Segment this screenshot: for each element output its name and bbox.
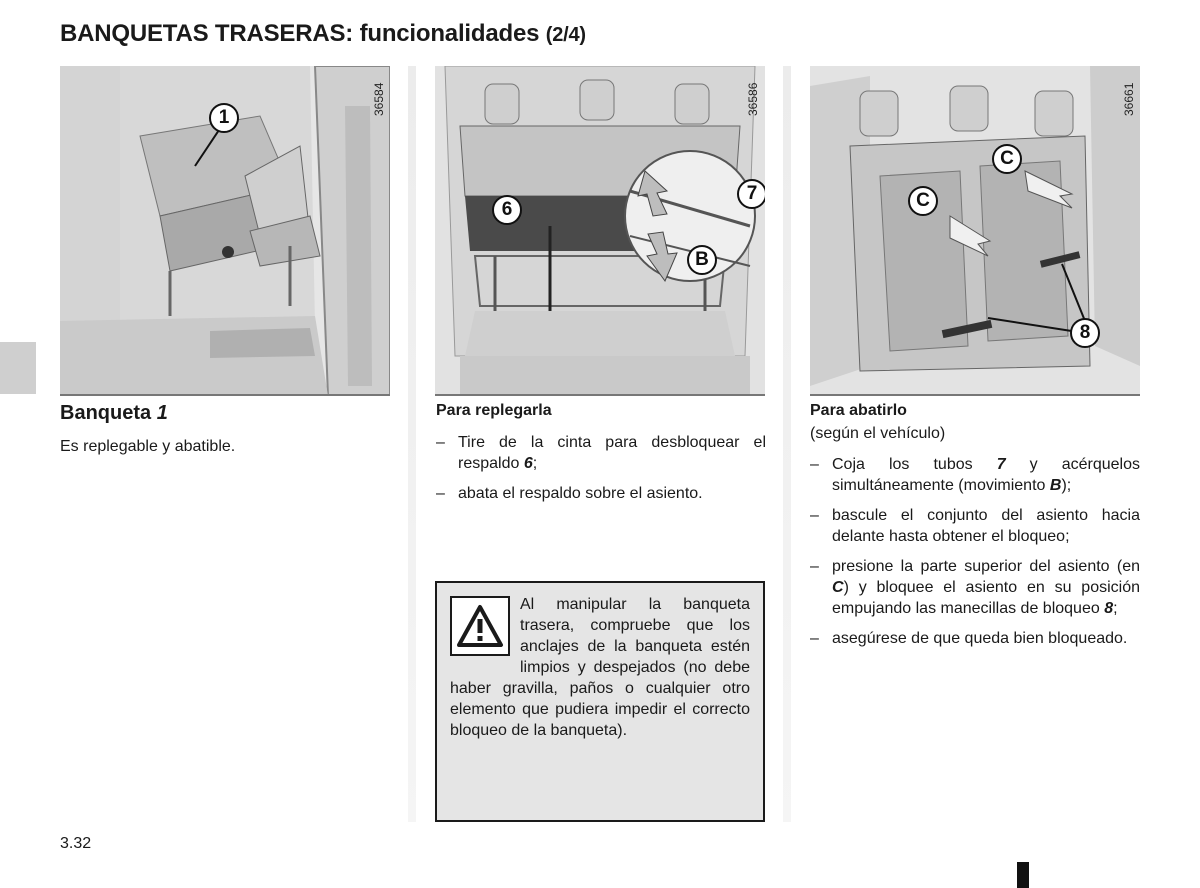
callout-C-top: C — [992, 144, 1022, 174]
figure-code: 36584 — [372, 82, 386, 116]
figure-fold-seat — [435, 66, 765, 396]
list-item: – presione la parte superior del asiento (en C) y bloquee el asiento en su posición empujando las manecillas de bloqueo 8; — [810, 558, 1140, 617]
callout-7: 7 — [737, 179, 765, 209]
list-item: – asegúrese de que queda bien bloqueado. — [810, 630, 1128, 647]
warning-triangle-icon — [450, 596, 510, 656]
figure-tilt-seat — [810, 66, 1140, 396]
tilt-steps — [810, 454, 1140, 658]
bench-heading-ref: 1 — [156, 402, 168, 424]
page-corner-mark — [1017, 862, 1029, 888]
callout-1: 1 — [209, 103, 239, 133]
fold-steps — [436, 432, 766, 513]
callout-6: 6 — [492, 195, 522, 225]
column-separator — [408, 66, 416, 822]
fold-heading: Para replegarla — [436, 402, 552, 419]
callout-8: 8 — [1070, 318, 1100, 348]
list-item: – abata el respaldo sobre el asiento. — [436, 485, 703, 502]
bench-heading — [60, 402, 168, 425]
bench-heading-text: Banqueta — [60, 402, 157, 424]
column-separator — [783, 66, 791, 822]
tilt-heading: Para abatirlo — [810, 402, 907, 419]
figure-bench-seat-1 — [60, 66, 390, 396]
chapter-side-tab — [0, 342, 36, 394]
warning-text: Al manipular la banqueta trasera, compruebe que los anclajes de la banqueta estén limpios y despejados (no debe haber gravilla, paños o cualquier otro elemento que pudiera impedir el correcto bloqueo de la banqueta). — [450, 596, 750, 739]
tilt-subheading: (según el vehículo) — [810, 425, 946, 442]
bench-description: Es replegable y abatible. — [60, 438, 236, 455]
figure-code: 36586 — [746, 82, 760, 116]
page-title-text: BANQUETAS TRASERAS: funcionalidades — [60, 20, 540, 47]
figure-code: 36661 — [1122, 82, 1136, 116]
fold-seat-illustration — [435, 66, 765, 396]
warning-box — [435, 581, 765, 822]
list-item: – Tire de la cinta para desbloquear el respaldo 6; — [436, 434, 766, 472]
list-item: – Coja los tubos 7 y acérquelos simultáneamente (movimiento B); — [810, 456, 1140, 494]
page-title-suffix: (2/4) — [545, 24, 586, 46]
page-number: 3.32 — [60, 835, 92, 852]
callout-C-left: C — [908, 186, 938, 216]
page-title — [60, 20, 586, 48]
callout-B: B — [687, 245, 717, 275]
list-item: – bascule el conjunto del asiento hacia delante hasta obtener el bloqueo; — [810, 507, 1140, 545]
